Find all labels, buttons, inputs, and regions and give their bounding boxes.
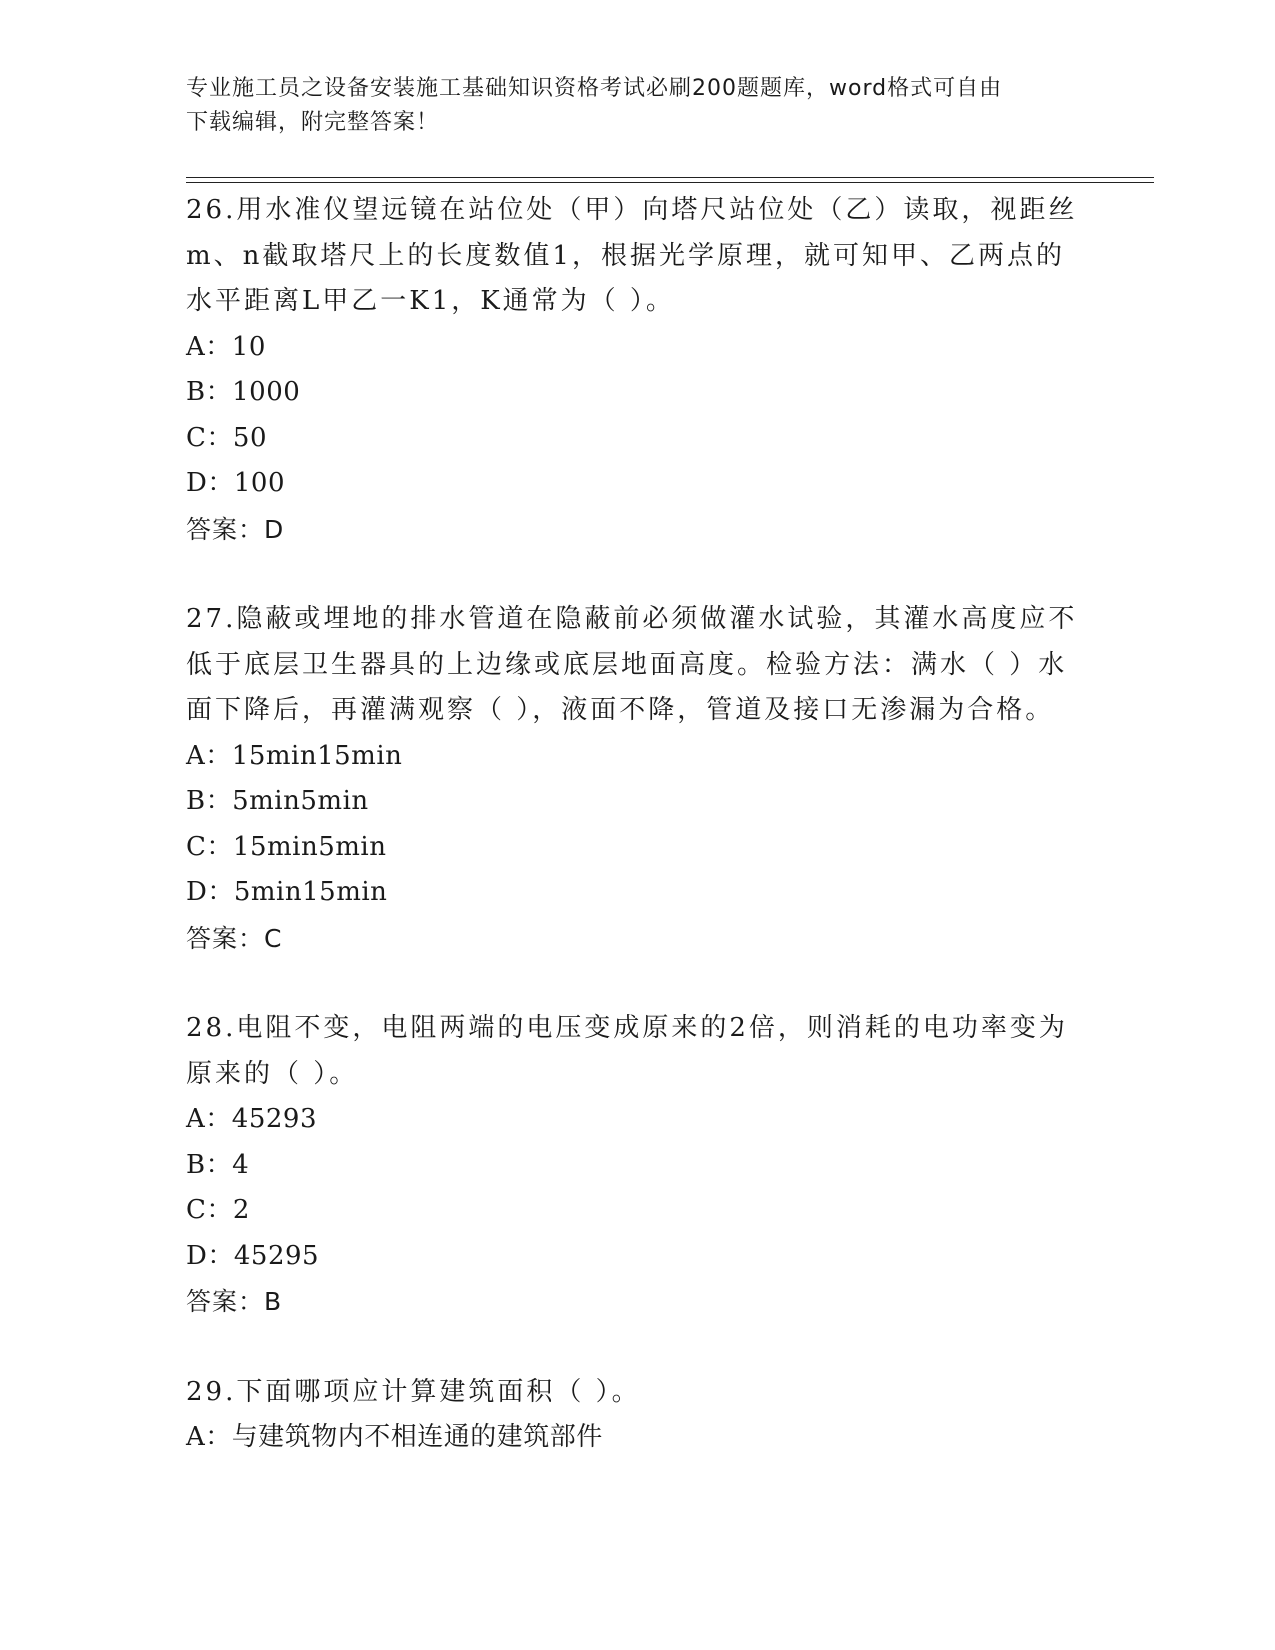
option-letter: B： [186, 377, 233, 407]
option-value: 5min15min [233, 877, 388, 907]
question-text-line: m、n截取塔尺上的长度数值1，根据光学原理，就可知甲、乙两点的 [186, 240, 1065, 271]
option-a [186, 325, 1086, 371]
option-letter: C： [186, 831, 233, 862]
question-text-line: 水平距离L甲乙一K1，K通常为（ ）。 [186, 286, 675, 316]
option-value: 50 [232, 422, 267, 453]
option-letter: A： [186, 1104, 232, 1134]
option-value: 45295 [233, 1240, 320, 1271]
option-c [186, 1188, 1086, 1234]
answer-prefix: 答案： [186, 514, 265, 544]
option-letter: B： [186, 1149, 233, 1180]
option-b [186, 1143, 1086, 1189]
option-letter: A： [186, 331, 232, 362]
question-list [186, 188, 1086, 1461]
question-26 [186, 188, 1086, 552]
question-text-line: 29.下面哪项应计算建筑面积（ ）。 [186, 1376, 641, 1407]
answer-line [186, 507, 1086, 553]
option-value: 100 [233, 468, 285, 498]
option-value: 与建筑物内不相连通的建筑部件 [231, 1422, 603, 1452]
option-letter: C： [186, 422, 233, 453]
option-value: 45293 [231, 1104, 317, 1134]
question-text-line: 低于底层卫生器具的上边缘或底层地面高度。检验方法：满水（ ）水 [186, 649, 1068, 680]
option-c [186, 416, 1086, 462]
question-text-line: 原来的（ ）。 [186, 1058, 359, 1089]
document-header [186, 72, 1066, 140]
answer-value: C [264, 923, 283, 953]
header-divider-bottom [186, 182, 1154, 183]
answer-value: B [264, 1287, 283, 1316]
question-text-line: 28.电阻不变，电阻两端的电压变成原来的2倍，则消耗的电功率变为 [186, 1013, 1068, 1043]
question-28 [186, 1006, 1086, 1325]
question-27 [186, 597, 1086, 961]
option-letter: A： [186, 740, 232, 771]
option-value: 1000 [232, 377, 301, 407]
option-d [186, 870, 1086, 916]
header-line-1: 专业施工员之设备安装施工基础知识资格考试必刷200题题库，word格式可自由 [186, 76, 1003, 101]
question-text-line: 面下降后，再灌满观察（ ），液面不降，管道及接口无渗漏为合格。 [186, 695, 1055, 725]
option-letter: D： [186, 468, 234, 498]
option-a [186, 734, 1086, 780]
answer-line [186, 1279, 1086, 1325]
option-value: 2 [232, 1195, 250, 1225]
answer-prefix: 答案： [186, 923, 265, 953]
option-letter: C： [186, 1195, 233, 1225]
question-text-line: 27.隐蔽或埋地的排水管道在隐蔽前必须做灌水试验，其灌水高度应不 [186, 604, 1078, 634]
question-text-line: 26.用水准仪望远镜在站位处（甲）向塔尺站位处（乙）读取，视距丝 [186, 195, 1078, 225]
option-value: 15min15min [231, 740, 403, 771]
option-letter: D： [186, 877, 234, 907]
option-value: 4 [232, 1149, 250, 1180]
option-letter: A： [186, 1422, 232, 1452]
answer-line [186, 916, 1086, 962]
option-value: 15min5min [232, 831, 387, 862]
header-line-2: 下载编辑，附完整答案！ [186, 110, 440, 135]
option-letter: B： [186, 786, 233, 816]
option-d [186, 461, 1086, 507]
option-a [186, 1415, 1086, 1461]
answer-value: D [264, 514, 285, 544]
option-letter: D： [186, 1240, 234, 1271]
question-spacer [186, 1325, 1086, 1370]
question-spacer [186, 552, 1086, 597]
option-c [186, 825, 1086, 871]
option-value: 5min5min [232, 786, 369, 816]
option-value: 10 [231, 331, 266, 362]
question-spacer [186, 961, 1086, 1006]
option-b [186, 370, 1086, 416]
question-29 [186, 1370, 1086, 1461]
option-b [186, 779, 1086, 825]
answer-prefix: 答案： [186, 1287, 265, 1316]
header-divider-top [186, 177, 1154, 178]
option-d [186, 1234, 1086, 1280]
option-a [186, 1097, 1086, 1143]
